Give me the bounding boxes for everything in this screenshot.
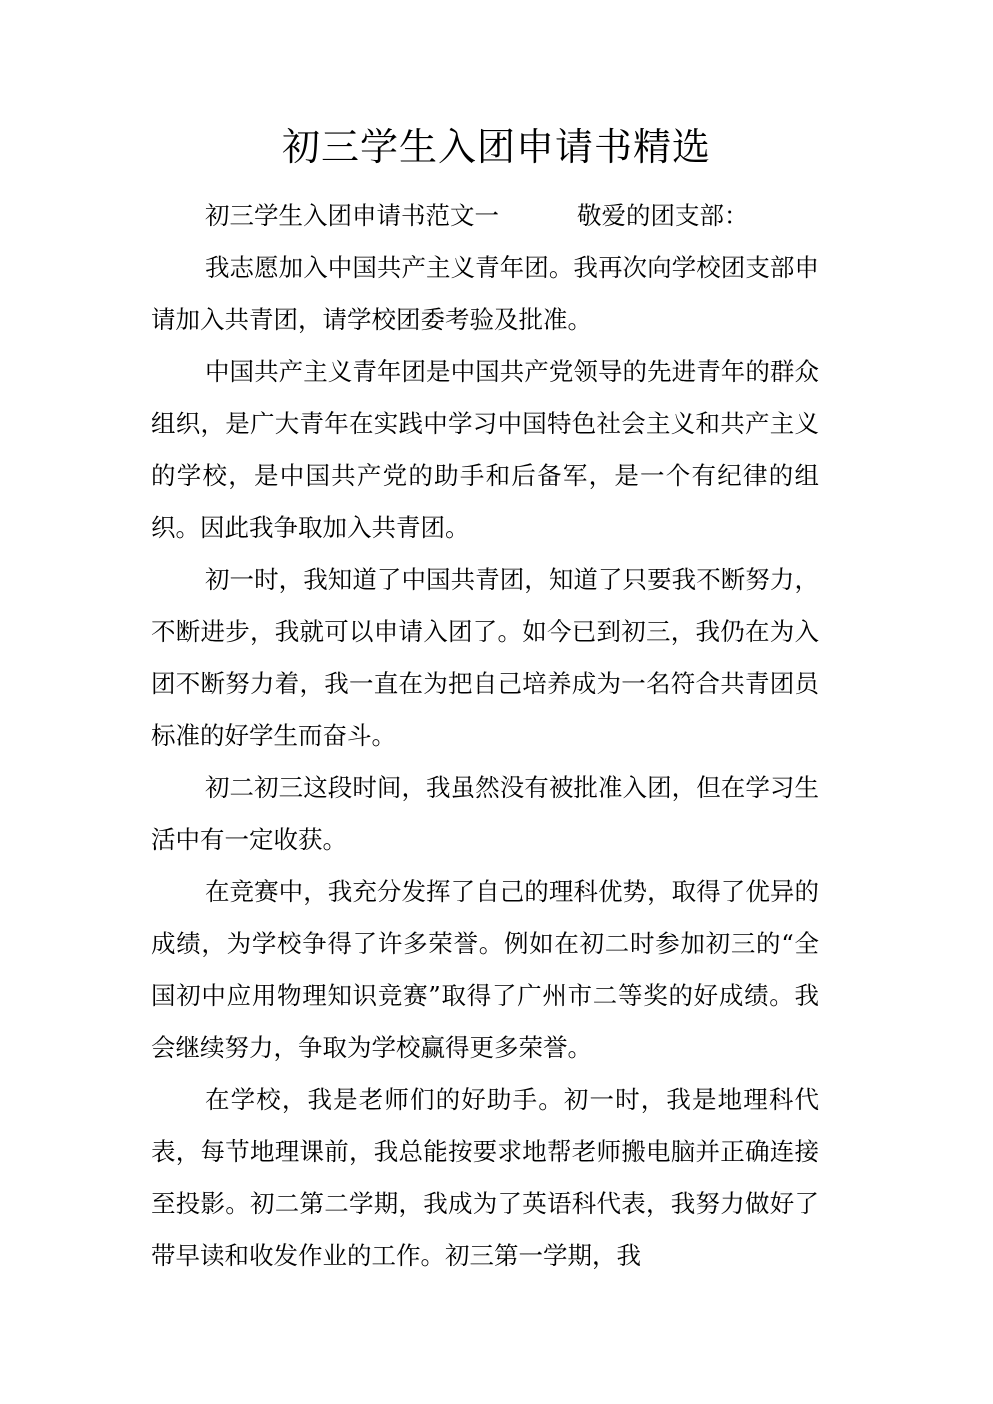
intro-line xyxy=(151,190,819,242)
sample-label: 初三学生入团申请书范文一 xyxy=(205,201,499,230)
document-title: 初三学生入团申请书精选 xyxy=(281,125,711,169)
document-body xyxy=(151,190,819,1282)
paragraph: 在学校，我是老师们的好助手。初一时，我是地理科代表，每节地理课前，我总能按要求地帮老师搬电脑并正确连接至投影。初二第二学期，我成为了英语科代表，我努力做好了带早读和收发作业的工作。初三第一学期，我 xyxy=(151,1085,819,1270)
paragraph: 中国共产主义青年团是中国共产党领导的先进青年的群众组织，是广大青年在实践中学习中国特色社会主义和共产主义的学校，是中国共产党的助手和后备军，是一个有纪律的组织。因此我争取加入共青团。 xyxy=(151,357,819,542)
paragraph: 初一时，我知道了中国共青团，知道了只要我不断努力，不断进步，我就可以申请入团了。如今已到初三，我仍在为入团不断努力着，我一直在为把自己培养成为一名符合共青团员标准的好学生而奋斗。 xyxy=(151,565,819,750)
salutation: 敬爱的团支部： xyxy=(577,201,749,230)
paragraph: 在竞赛中，我充分发挥了自己的理科优势，取得了优异的成绩，为学校争得了许多荣誉。例如在初二时参加初三的“全国初中应用物理知识竞赛”取得了广州市二等奖的好成绩。我会继续努力，争取为学校赢得更多荣誉。 xyxy=(151,877,819,1062)
paragraph: 我志愿加入中国共产主义青年团。我再次向学校团支部申请加入共青团，请学校团委考验及批准。 xyxy=(151,253,819,334)
paragraph: 初二初三这段时间，我虽然没有被批准入团，但在学习生活中有一定收获。 xyxy=(151,773,819,854)
